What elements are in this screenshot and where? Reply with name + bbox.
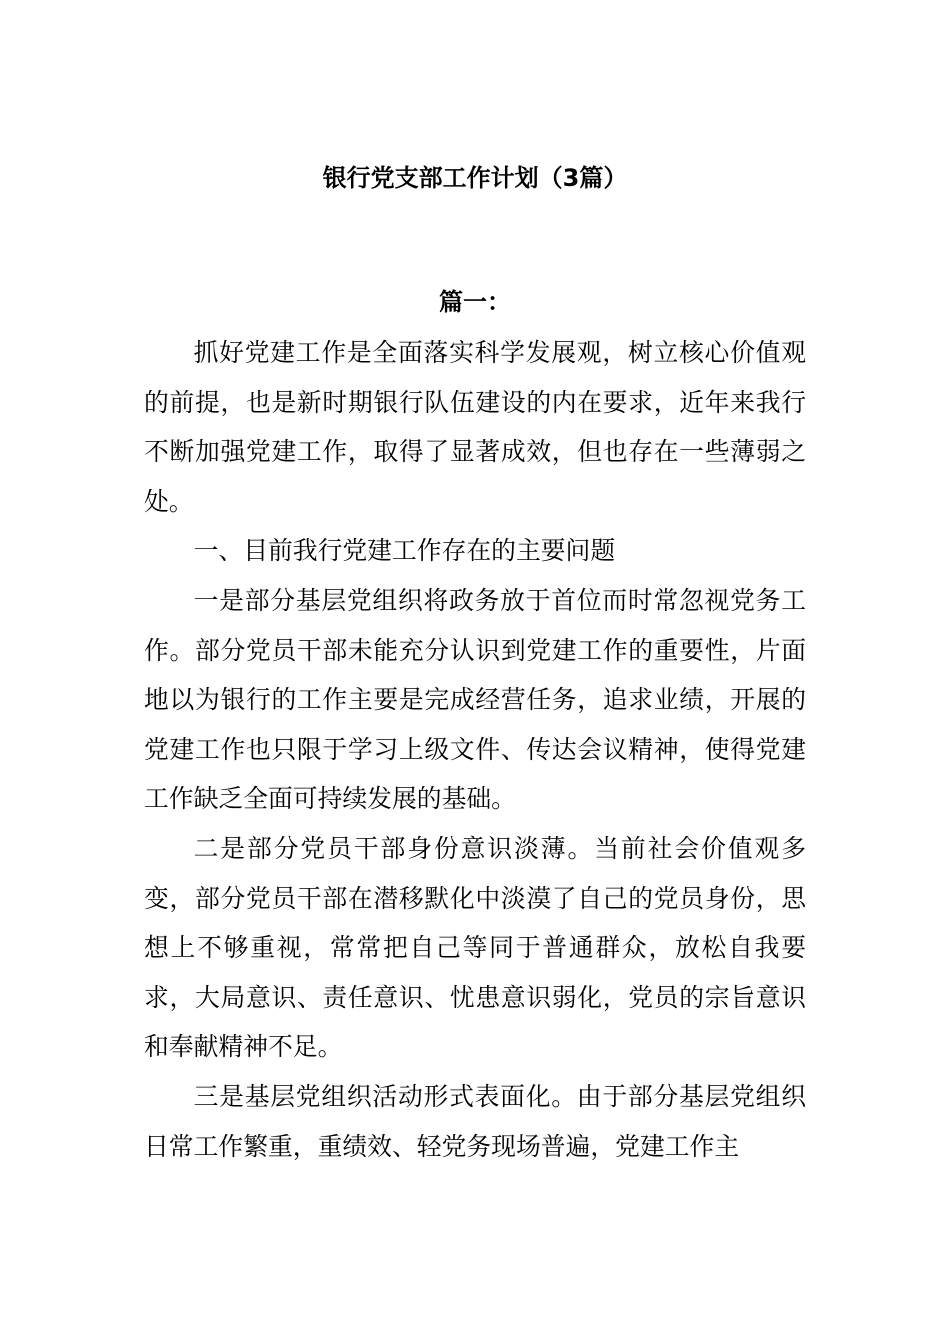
paragraph-point-two: 二是部分党员干部身份意识淡薄。当前社会价值观多变，部分党员干部在潜移默化中淡漠了自己的党员身份，思想上不够重视，常常把自己等同于普通群众，放松自我要求，大局意识、责任意识、忧患意识弱化，党员的宗旨意识和奉献精神不足。	[144, 833, 806, 1062]
document-title: 银行党支部工作计划（3篇）	[322, 164, 628, 192]
paragraph-intro: 抓好党建工作是全面落实科学发展观，树立核心价值观的前提，也是新时期银行队伍建设的内在要求，近年来我行不断加强党建工作，取得了显著成效，但也存在一些薄弱之处。	[144, 338, 806, 516]
paragraph-subheading: 一、目前我行党建工作存在的主要问题	[193, 536, 616, 566]
section-heading: 篇一：	[439, 288, 511, 316]
paragraph-point-one: 一是部分基层党组织将政务放于首位而时常忽视党务工作。部分党员干部未能充分认识到党建工作的重要性，片面地以为银行的工作主要是完成经营任务，追求业绩，开展的党建工作也只限于学习上级文件、传达会议精神，使得党建工作缺乏全面可持续发展的基础。	[144, 585, 806, 814]
document-body	[144, 328, 806, 1171]
paragraph-point-three: 三是基层党组织活动形式表面化。由于部分基层党组织日常工作繁重，重绩效、轻党务现场普遍，党建工作主	[144, 1081, 806, 1161]
